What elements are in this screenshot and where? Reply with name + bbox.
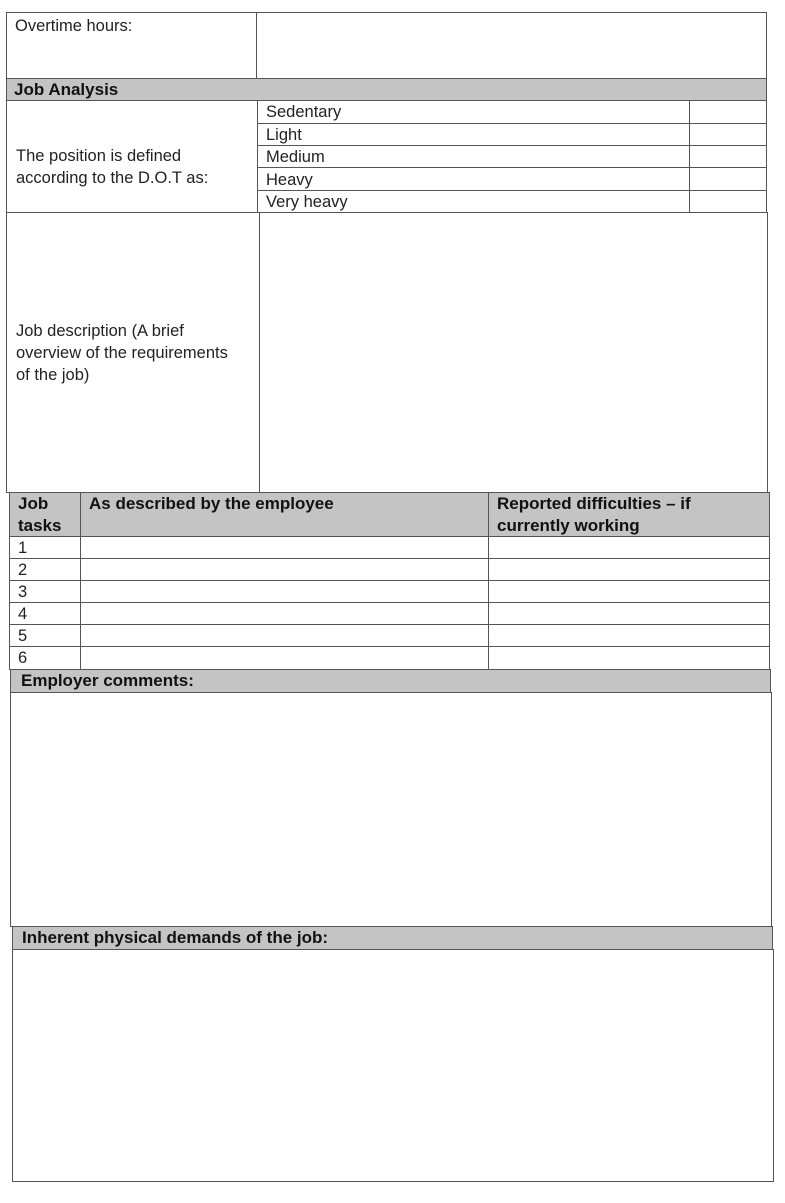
dot-check-light[interactable] [689,123,767,146]
tasks-header-difficulties [488,492,770,537]
tasks-header-num [9,492,81,537]
task-difficulties-field[interactable] [488,646,770,670]
task-difficulties-field[interactable] [488,602,770,625]
overtime-value-field[interactable] [256,12,767,79]
employer-comments-header [10,669,771,693]
task-employee-field[interactable] [80,646,489,670]
col-reported-difficulties: Reported difficulties – if currently working [497,494,691,535]
dot-option-heavy: Heavy [257,167,690,191]
dot-check-very-heavy[interactable] [689,190,767,213]
task-employee-field[interactable] [80,558,489,581]
col-described-by-employee: As described by the employee [89,494,334,513]
physical-demands-field[interactable] [12,949,774,1182]
task-employee-field[interactable] [80,624,489,647]
task-difficulties-field[interactable] [488,624,770,647]
physical-demands-header [12,926,773,950]
dot-option-light: Light [257,123,690,146]
task-employee-field[interactable] [80,536,489,559]
task-number: 5 [18,627,28,645]
dot-check-medium[interactable] [689,145,767,168]
task-difficulties-field[interactable] [488,536,770,559]
tasks-header-employee [80,492,489,537]
employer-comments-field[interactable] [10,692,772,927]
job-analysis-header [6,78,767,101]
dot-label-cell [6,100,258,213]
dot-option-very-heavy: Very heavy [257,190,690,213]
task-number: 3 [18,583,28,601]
task-employee-field[interactable] [80,580,489,603]
dot-option-medium: Medium [257,145,690,168]
overtime-label-cell [6,12,257,79]
dot-label: The position is defined according to the D.O.T as: [16,147,209,187]
job-description-label: Job description (A brief overview of the requirements of the job) [16,322,228,384]
employer-comments-label: Employer comments: [21,671,194,690]
task-difficulties-field[interactable] [488,558,770,581]
task-employee-field[interactable] [80,602,489,625]
task-number: 4 [18,605,28,623]
dot-option-sedentary: Sedentary [257,100,690,124]
col-job-tasks: Job tasks [18,494,62,535]
task-number: 6 [18,649,28,667]
overtime-label: Overtime hours: [15,17,133,35]
task-number: 1 [18,539,28,557]
dot-check-heavy[interactable] [689,167,767,191]
dot-check-sedentary[interactable] [689,100,767,124]
job-description-field[interactable] [259,212,768,493]
task-difficulties-field[interactable] [488,580,770,603]
job-description-label-cell [6,212,260,493]
job-analysis-title: Job Analysis [14,80,119,99]
task-number: 2 [18,561,28,579]
physical-demands-label: Inherent physical demands of the job: [22,928,329,947]
